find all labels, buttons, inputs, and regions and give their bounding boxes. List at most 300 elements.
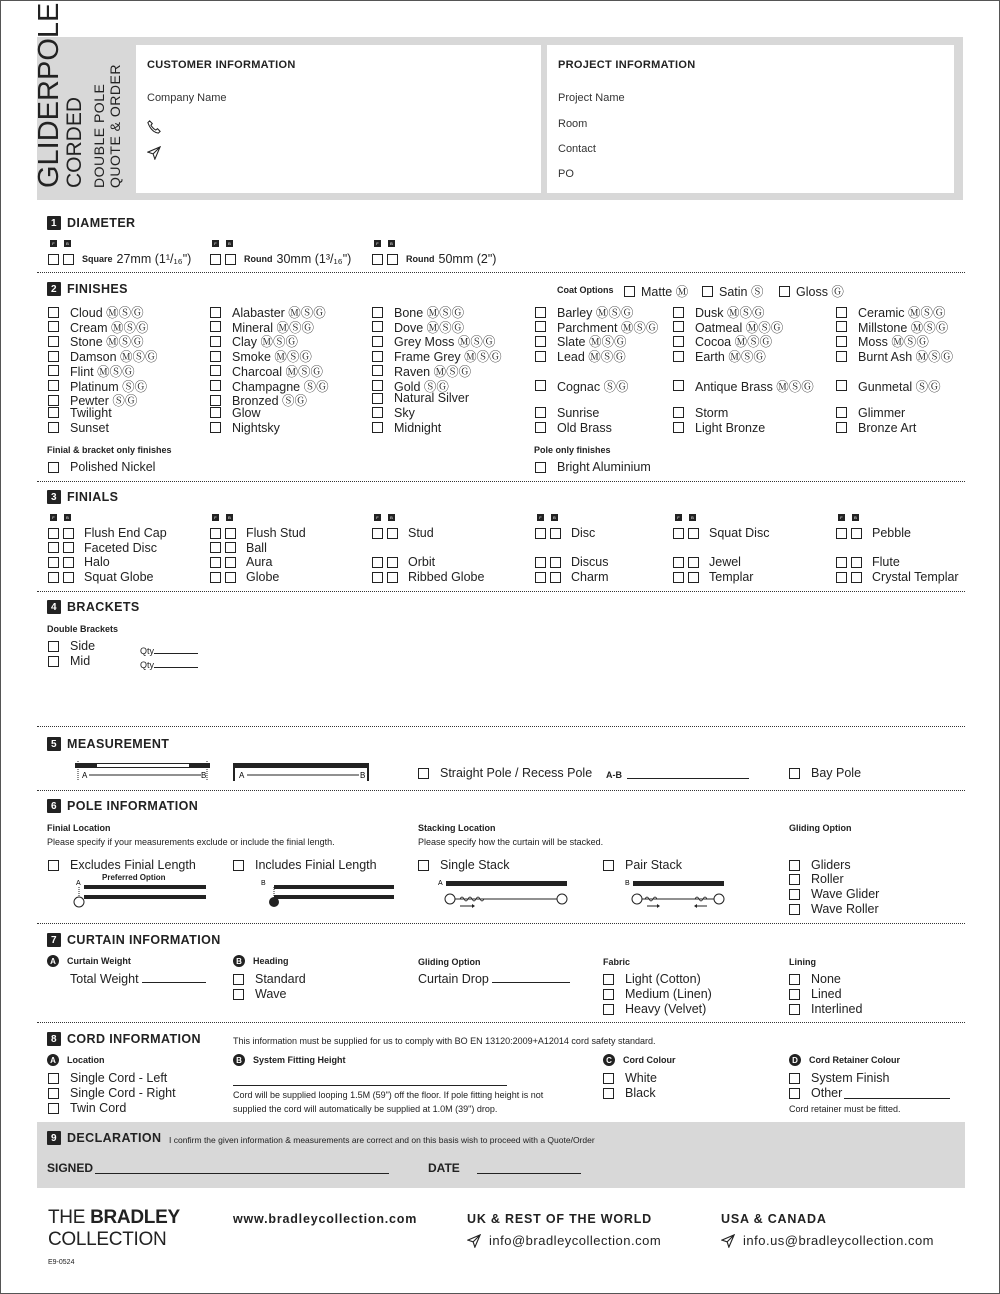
- finish-option[interactable]: [673, 377, 814, 395]
- checkbox[interactable]: [372, 365, 383, 376]
- qty-mid-field[interactable]: [140, 657, 198, 670]
- fabric-light[interactable]: [603, 972, 701, 986]
- section-title: MEASUREMENT: [67, 737, 170, 751]
- finish-label: Nightsky: [232, 420, 280, 435]
- size-label: 50mm (2"): [438, 252, 497, 266]
- checkbox[interactable]: [836, 336, 847, 347]
- glide-gliders[interactable]: [789, 858, 851, 872]
- checkbox[interactable]: [688, 572, 699, 583]
- fitting-height-field[interactable]: [233, 1075, 507, 1086]
- section-title: CURTAIN INFORMATION: [67, 933, 221, 947]
- checkbox[interactable]: [372, 307, 383, 318]
- checkbox[interactable]: [603, 989, 614, 1000]
- checkbox[interactable]: [372, 254, 383, 265]
- bracket-side[interactable]: [48, 639, 95, 653]
- diameter-round-50[interactable]: [372, 252, 496, 266]
- finial-label: Templar: [709, 570, 754, 585]
- retainer-system-finish[interactable]: [789, 1071, 890, 1085]
- finish-option[interactable]: [836, 421, 916, 435]
- checkbox[interactable]: [789, 989, 800, 1000]
- option-label: Excludes Finial Length: [70, 858, 196, 872]
- form-type-line2: QUOTE & ORDER: [107, 64, 123, 188]
- project-info-box: [547, 45, 954, 193]
- checkbox[interactable]: [48, 528, 59, 539]
- website-link[interactable]: www.bradleycollection.com: [233, 1212, 418, 1226]
- checkbox[interactable]: [673, 528, 684, 539]
- checkbox[interactable]: [688, 528, 699, 539]
- checkbox[interactable]: [210, 528, 221, 539]
- checkbox[interactable]: [789, 904, 800, 915]
- diameter-square-27[interactable]: [48, 252, 191, 266]
- ab-label: A-B: [606, 770, 622, 780]
- checkbox[interactable]: [673, 407, 684, 418]
- finial-option[interactable]: [535, 526, 595, 540]
- finial-option[interactable]: [372, 570, 484, 584]
- checkbox[interactable]: [550, 572, 561, 583]
- finish-option[interactable]: [210, 406, 260, 420]
- coat-matte[interactable]: [624, 282, 688, 300]
- finish-option[interactable]: [48, 406, 112, 420]
- checkbox[interactable]: [851, 572, 862, 583]
- checkbox[interactable]: [48, 395, 59, 406]
- option-label: Wave: [255, 987, 287, 1001]
- checkbox[interactable]: [48, 641, 59, 652]
- checkbox[interactable]: [48, 462, 59, 473]
- total-weight-field[interactable]: [70, 972, 206, 986]
- checkbox[interactable]: [210, 321, 221, 332]
- finial-option[interactable]: [372, 555, 435, 569]
- lining-heading: Lining: [789, 957, 816, 967]
- checkbox[interactable]: [210, 572, 221, 583]
- checkbox[interactable]: [48, 254, 59, 265]
- finial-label: Charm: [571, 570, 609, 585]
- checkbox[interactable]: [210, 557, 221, 568]
- finial-option[interactable]: [836, 570, 959, 584]
- checkbox[interactable]: [372, 380, 383, 391]
- finial-option[interactable]: [210, 570, 279, 584]
- customer-info-heading: CUSTOMER INFORMATION: [147, 59, 296, 71]
- finial-option[interactable]: [535, 555, 609, 569]
- uk-email-link[interactable]: [467, 1233, 661, 1248]
- checkbox[interactable]: [210, 542, 221, 553]
- checkbox[interactable]: [372, 528, 383, 539]
- checkbox[interactable]: [836, 321, 847, 332]
- checkbox[interactable]: [387, 528, 398, 539]
- checkbox[interactable]: [535, 351, 546, 362]
- checkbox[interactable]: [48, 407, 59, 418]
- finish-label: Barley ⓂⓈⒼ: [557, 306, 634, 320]
- cord-single-right[interactable]: [48, 1086, 176, 1100]
- checkbox[interactable]: [48, 1073, 59, 1084]
- shape-label: Round: [244, 254, 273, 264]
- us-email-link[interactable]: [721, 1233, 934, 1248]
- finish-option[interactable]: [372, 406, 415, 420]
- pair-stack-diagram: [625, 876, 725, 910]
- finish-label: Grey Moss ⓂⓈⒼ: [394, 335, 496, 350]
- checkbox[interactable]: [225, 557, 236, 568]
- finish-option[interactable]: [673, 421, 765, 435]
- signed-label: SIGNED: [47, 1161, 94, 1175]
- checkbox[interactable]: [233, 860, 244, 871]
- checkbox[interactable]: [779, 286, 790, 297]
- checkbox[interactable]: [702, 286, 713, 297]
- preferred-option-label: Preferred Option: [102, 873, 166, 882]
- checkbox[interactable]: [48, 365, 59, 376]
- glide-roller[interactable]: [789, 872, 844, 886]
- qty-line[interactable]: [154, 643, 198, 654]
- checkbox[interactable]: [603, 1004, 614, 1015]
- form-code: E9-0524: [48, 1259, 75, 1266]
- finial-label: Flush Stud: [246, 526, 306, 540]
- finial-option[interactable]: [48, 570, 154, 584]
- svg-text:B: B: [261, 880, 266, 887]
- finish-option[interactable]: [372, 391, 469, 405]
- field-label: Curtain Drop: [418, 972, 489, 986]
- date-field[interactable]: [477, 1163, 581, 1174]
- section-number: 4: [47, 600, 61, 614]
- checkbox[interactable]: [851, 528, 862, 539]
- pair-stack-option[interactable]: [603, 858, 682, 872]
- checkbox[interactable]: [789, 974, 800, 985]
- checkbox[interactable]: [836, 528, 847, 539]
- qty-line[interactable]: [154, 657, 198, 668]
- form-subtitle: CORDED: [63, 96, 86, 188]
- checkbox[interactable]: [48, 380, 59, 391]
- checkbox[interactable]: [418, 768, 429, 779]
- coat-label: Satin Ⓢ: [719, 285, 764, 299]
- finish-label: Platinum ⓈⒼ: [70, 379, 148, 394]
- checkbox[interactable]: [48, 422, 59, 433]
- checkbox[interactable]: [372, 351, 383, 362]
- letter-b-badge: B: [233, 1054, 245, 1066]
- coat-gloss[interactable]: [779, 282, 844, 300]
- checkbox[interactable]: [372, 422, 383, 433]
- finish-label: Gunmetal ⓈⒼ: [858, 379, 941, 394]
- checkbox[interactable]: [210, 380, 221, 391]
- shape-label: Round: [406, 254, 435, 264]
- finial-label: Halo: [84, 555, 110, 570]
- checkbox[interactable]: [789, 1073, 800, 1084]
- checkbox[interactable]: [535, 422, 546, 433]
- pole-only-label: Pole only finishes: [534, 445, 611, 455]
- curtain-drop-field[interactable]: [418, 972, 570, 986]
- checkbox[interactable]: [836, 572, 847, 583]
- lining-lined[interactable]: [789, 987, 842, 1001]
- checkbox[interactable]: [789, 860, 800, 871]
- excludes-finial-diagram: [71, 876, 211, 910]
- finish-label: Cocoa ⓂⓈⒼ: [695, 335, 773, 350]
- stacking-location-label: Stacking Location: [418, 823, 496, 833]
- checkbox[interactable]: [836, 422, 847, 433]
- finish-option[interactable]: [673, 347, 766, 365]
- checkbox[interactable]: [48, 557, 59, 568]
- checkbox[interactable]: [210, 351, 221, 362]
- checkbox[interactable]: [789, 1088, 800, 1099]
- finial-option[interactable]: [673, 555, 741, 569]
- checkbox[interactable]: [624, 286, 635, 297]
- checkbox[interactable]: [210, 307, 221, 318]
- checkbox[interactable]: [210, 365, 221, 376]
- finial-option[interactable]: [535, 570, 609, 584]
- option-label: Gliders: [811, 858, 851, 872]
- checkbox[interactable]: [535, 557, 546, 568]
- fabric-heavy[interactable]: [603, 1002, 706, 1016]
- fitting-note-line1: Cord will be supplied looping 1.5M (59") off the floor. If pole fitting height is not: [233, 1090, 544, 1100]
- finish-label: Raven ⓂⓈⒼ: [394, 364, 472, 379]
- checkbox[interactable]: [387, 572, 398, 583]
- checkbox[interactable]: [673, 557, 684, 568]
- heading-wave[interactable]: [233, 987, 287, 1001]
- checkbox[interactable]: [210, 407, 221, 418]
- checkbox[interactable]: [210, 395, 221, 406]
- checkbox[interactable]: [387, 254, 398, 265]
- includes-finial-option[interactable]: [233, 858, 377, 872]
- checkbox[interactable]: [233, 974, 244, 985]
- option-label: Single Cord - Left: [70, 1071, 168, 1085]
- bracket-mid[interactable]: [48, 654, 90, 668]
- input-line[interactable]: [492, 972, 570, 983]
- checkbox[interactable]: [673, 336, 684, 347]
- section-number: 1: [47, 216, 61, 230]
- signature-field[interactable]: [95, 1163, 389, 1174]
- finial-option[interactable]: [673, 570, 753, 584]
- finial-option[interactable]: [836, 526, 911, 540]
- single-stack-diagram: [438, 876, 568, 910]
- checkbox[interactable]: [210, 336, 221, 347]
- checkbox[interactable]: [372, 393, 383, 404]
- declaration-panel: [37, 1122, 965, 1188]
- finial-option[interactable]: [48, 555, 110, 569]
- checkbox[interactable]: [535, 307, 546, 318]
- finish-label: Clay ⓂⓈⒼ: [232, 335, 298, 350]
- finish-polished-nickel[interactable]: [48, 460, 155, 474]
- divider: [37, 790, 965, 791]
- checkbox[interactable]: [48, 1103, 59, 1114]
- checkbox[interactable]: [603, 974, 614, 985]
- single-stack-option[interactable]: [418, 858, 509, 872]
- checkbox[interactable]: [418, 860, 429, 871]
- cord-twin[interactable]: [48, 1101, 126, 1115]
- finish-label: Antique Brass ⓂⓈⒼ: [695, 379, 814, 394]
- finish-bracket-markers: F B: [675, 514, 696, 521]
- finial-option[interactable]: [48, 526, 167, 540]
- checkbox[interactable]: [603, 1088, 614, 1099]
- project-name-field[interactable]: Project Name: [558, 92, 625, 104]
- finish-bracket-markers: F B: [50, 514, 71, 521]
- checkbox[interactable]: [372, 407, 383, 418]
- finial-option[interactable]: [210, 526, 306, 540]
- finial-option[interactable]: [48, 541, 157, 555]
- checkbox[interactable]: [673, 422, 684, 433]
- cord-colour-heading: [603, 1054, 676, 1066]
- checkbox[interactable]: [48, 572, 59, 583]
- checkbox[interactable]: [48, 1088, 59, 1099]
- finial-option[interactable]: [372, 526, 434, 540]
- checkbox[interactable]: [372, 572, 383, 583]
- divider: [37, 481, 965, 482]
- retainer-other[interactable]: [789, 1086, 950, 1100]
- glide-wave-glider[interactable]: [789, 887, 879, 901]
- checkbox[interactable]: [48, 351, 59, 362]
- input-line[interactable]: [142, 972, 206, 983]
- checkbox[interactable]: [48, 336, 59, 347]
- checkbox[interactable]: [372, 557, 383, 568]
- checkbox[interactable]: [535, 407, 546, 418]
- cord-single-left[interactable]: [48, 1071, 167, 1085]
- finish-label: Oatmeal ⓂⓈⒼ: [695, 320, 784, 335]
- checkbox[interactable]: [789, 1004, 800, 1015]
- checkbox[interactable]: [789, 874, 800, 885]
- finish-option[interactable]: [836, 406, 905, 420]
- checkbox[interactable]: [789, 768, 800, 779]
- finish-option[interactable]: [535, 406, 599, 420]
- checkbox[interactable]: [225, 528, 236, 539]
- finish-option[interactable]: [535, 421, 612, 435]
- checkbox[interactable]: [535, 462, 546, 473]
- checkbox[interactable]: [550, 557, 561, 568]
- logo-word: COLLECTION: [48, 1229, 167, 1250]
- checkbox[interactable]: [550, 528, 561, 539]
- finial-label: Disc: [571, 526, 596, 540]
- straight-recess-pole-option[interactable]: [418, 766, 592, 780]
- checkbox[interactable]: [535, 380, 546, 391]
- checkbox[interactable]: [851, 557, 862, 568]
- checkbox[interactable]: [48, 860, 59, 871]
- checkbox[interactable]: [836, 307, 847, 318]
- finish-label: Burnt Ash ⓂⓈⒼ: [858, 350, 954, 365]
- checkbox[interactable]: [789, 889, 800, 900]
- form-title: GLIDERPOLE: [33, 2, 65, 188]
- checkbox[interactable]: [48, 321, 59, 332]
- heading-standard[interactable]: [233, 972, 306, 986]
- finial-label: Squat Disc: [709, 526, 770, 540]
- section-cord-heading: [47, 1032, 201, 1046]
- checkbox[interactable]: [535, 321, 546, 332]
- checkbox[interactable]: [48, 656, 59, 667]
- finish-option[interactable]: [535, 347, 626, 365]
- checkbox[interactable]: [673, 572, 684, 583]
- finish-label: Glow: [232, 405, 261, 420]
- finish-label: Midnight: [394, 420, 442, 435]
- checkbox[interactable]: [372, 321, 383, 332]
- section-title: CORD INFORMATION: [67, 1032, 201, 1046]
- cord-colour-white[interactable]: [603, 1071, 657, 1085]
- checkbox[interactable]: [63, 528, 74, 539]
- bay-pole-option[interactable]: [789, 766, 861, 780]
- qty-label: Qty: [140, 660, 155, 670]
- checkbox[interactable]: [603, 1073, 614, 1084]
- finish-label: Millstone ⓂⓈⒼ: [858, 320, 949, 335]
- coat-label: Matte Ⓜ: [641, 285, 689, 299]
- checkbox[interactable]: [210, 422, 221, 433]
- finish-label: Ceramic ⓂⓈⒼ: [858, 306, 946, 320]
- input-line[interactable]: [844, 1088, 950, 1099]
- room-field[interactable]: Room: [558, 118, 588, 130]
- checkbox[interactable]: [225, 542, 236, 553]
- company-name-field[interactable]: Company Name: [147, 92, 227, 104]
- checkbox[interactable]: [225, 572, 236, 583]
- finish-option[interactable]: [673, 406, 728, 420]
- checkbox[interactable]: [836, 557, 847, 568]
- option-label: Medium (Linen): [625, 987, 712, 1001]
- finial-label: Squat Globe: [84, 570, 154, 585]
- glide-wave-roller[interactable]: [789, 902, 879, 916]
- finial-option[interactable]: [210, 541, 267, 555]
- section-pole-heading: [47, 799, 198, 813]
- finish-option[interactable]: [372, 421, 441, 435]
- checkbox[interactable]: [210, 254, 221, 265]
- checkbox[interactable]: [836, 380, 847, 391]
- checkbox[interactable]: [63, 254, 74, 265]
- lining-none[interactable]: [789, 972, 841, 986]
- checkbox[interactable]: [63, 572, 74, 583]
- finish-option[interactable]: [210, 421, 280, 435]
- checkbox[interactable]: [673, 351, 684, 362]
- finish-option[interactable]: [836, 347, 953, 365]
- finish-label: Alabaster ⓂⓈⒼ: [232, 306, 326, 320]
- checkbox[interactable]: [535, 572, 546, 583]
- contact-field[interactable]: Contact: [558, 143, 596, 155]
- checkbox[interactable]: [673, 307, 684, 318]
- finish-option[interactable]: [836, 377, 941, 395]
- checkbox[interactable]: [225, 254, 236, 265]
- checkbox[interactable]: [233, 989, 244, 1000]
- finial-option[interactable]: [836, 555, 900, 569]
- finish-option[interactable]: [535, 377, 629, 395]
- section-title: DECLARATION: [67, 1131, 162, 1145]
- lining-interlined[interactable]: [789, 1002, 862, 1016]
- coat-satin[interactable]: [702, 282, 763, 300]
- checkbox[interactable]: [63, 542, 74, 553]
- checkbox[interactable]: [673, 380, 684, 391]
- checkbox[interactable]: [372, 336, 383, 347]
- finial-label: Aura: [246, 555, 273, 570]
- checkbox[interactable]: [836, 407, 847, 418]
- finish-bracket-markers: F B: [374, 240, 395, 247]
- divider: [37, 1022, 965, 1023]
- checkbox[interactable]: [836, 351, 847, 362]
- cord-colour-black[interactable]: [603, 1086, 656, 1100]
- svg-text:A: A: [76, 880, 81, 887]
- qty-side-field[interactable]: [140, 643, 198, 656]
- finial-label: Discus: [571, 555, 609, 570]
- checkbox[interactable]: [48, 542, 59, 553]
- diameter-round-30[interactable]: [210, 252, 351, 266]
- excludes-finial-option[interactable]: [48, 858, 196, 872]
- checkbox[interactable]: [688, 557, 699, 568]
- checkbox[interactable]: [673, 321, 684, 332]
- finish-option[interactable]: [48, 421, 109, 435]
- finish-label: Sunrise: [557, 405, 600, 420]
- ab-measurement-field[interactable]: [627, 768, 749, 779]
- finish-bright-aluminium[interactable]: [535, 460, 651, 474]
- finish-label: Natural Silver: [394, 391, 470, 406]
- option-label: Includes Finial Length: [255, 858, 377, 872]
- checkbox[interactable]: [603, 860, 614, 871]
- checkbox[interactable]: [535, 528, 546, 539]
- po-field[interactable]: PO: [558, 168, 574, 180]
- finial-label: Flute: [872, 555, 900, 570]
- option-label: Black: [625, 1086, 656, 1100]
- coat-label: Gloss Ⓖ: [796, 285, 844, 299]
- checkbox[interactable]: [387, 557, 398, 568]
- fabric-medium[interactable]: [603, 987, 712, 1001]
- checkbox[interactable]: [48, 307, 59, 318]
- checkbox[interactable]: [63, 557, 74, 568]
- finial-option[interactable]: [673, 526, 769, 540]
- finial-option[interactable]: [210, 555, 272, 569]
- checkbox[interactable]: [535, 336, 546, 347]
